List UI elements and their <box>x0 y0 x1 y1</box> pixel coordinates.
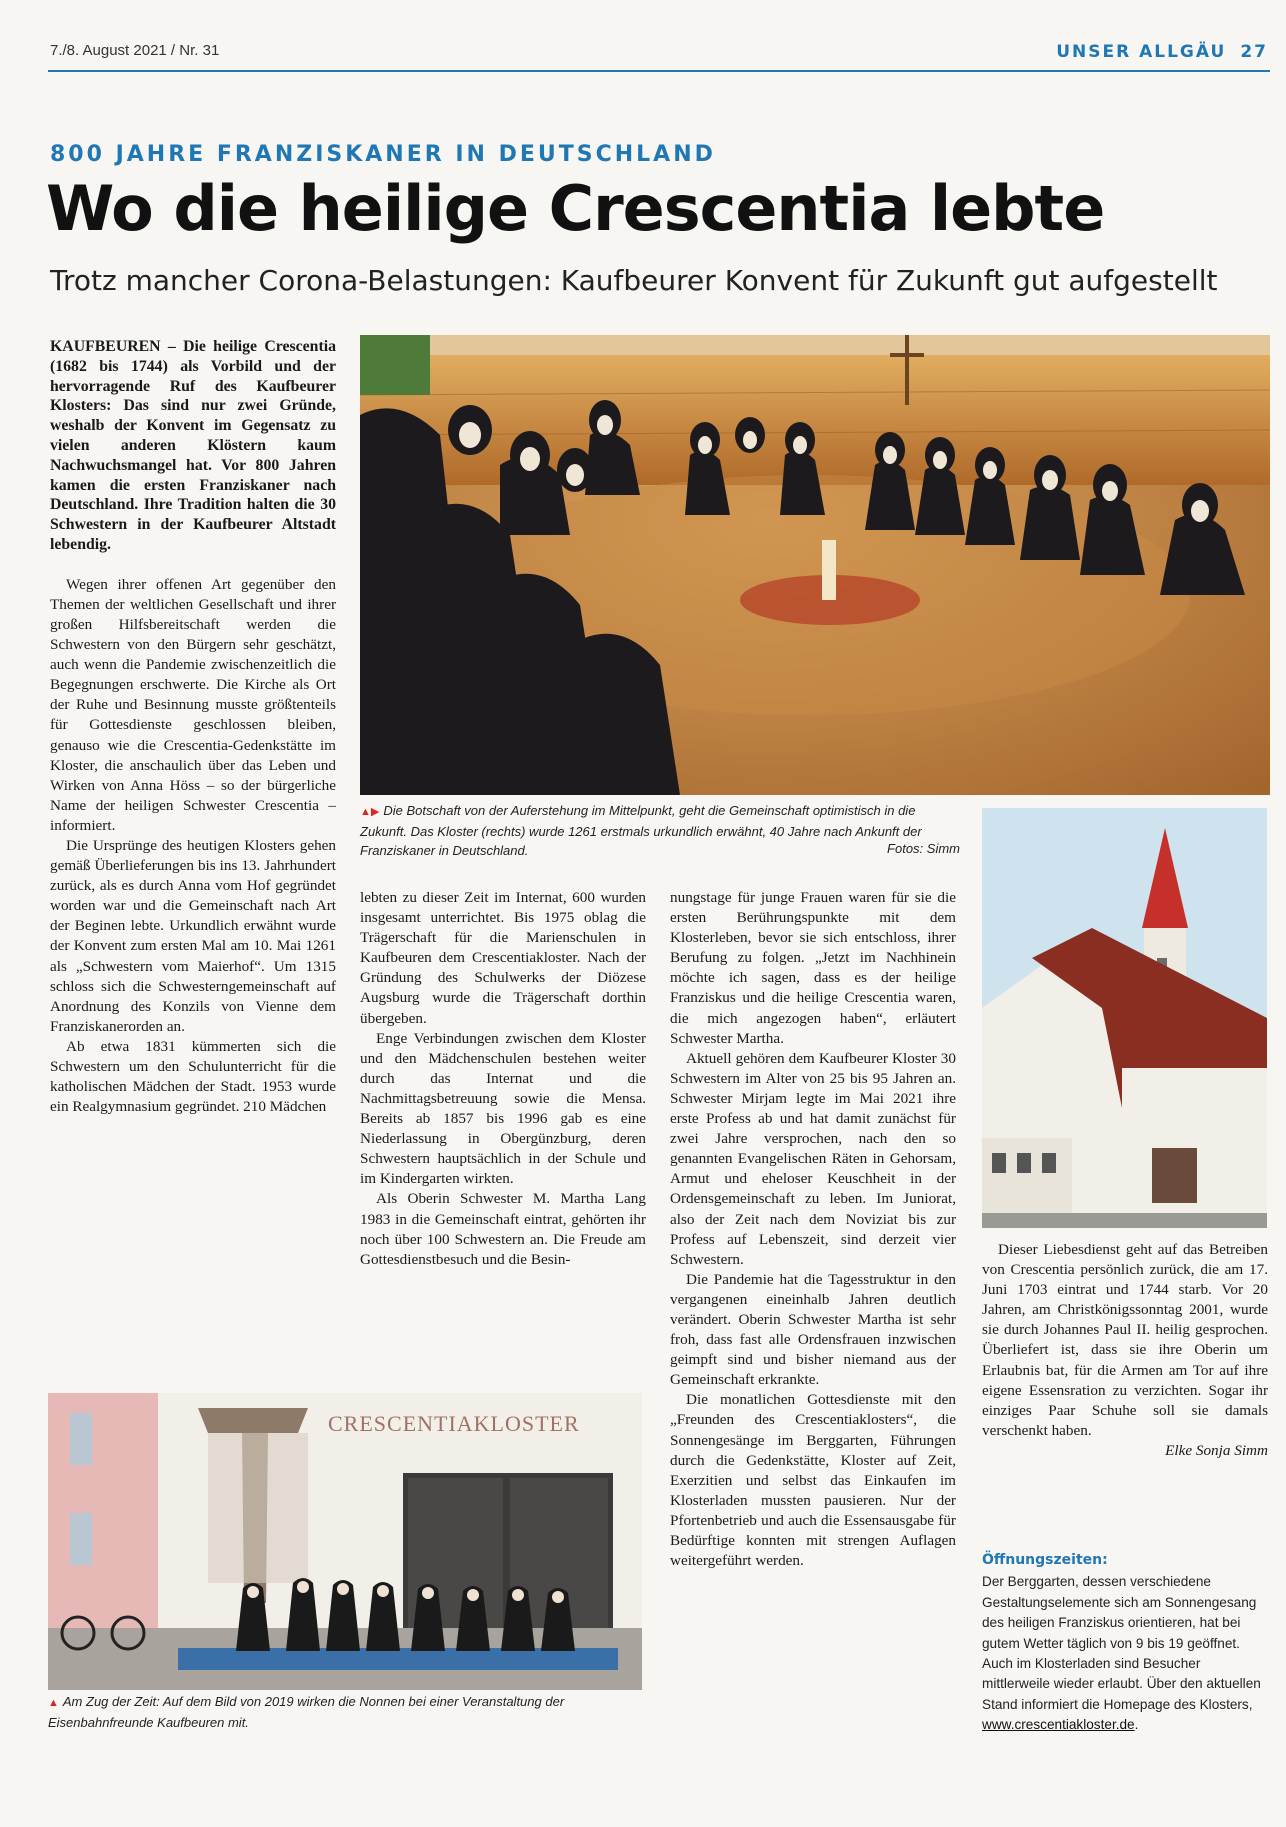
caption-arrows: ▲▶ <box>360 806 380 818</box>
article-kicker: 800 JAHRE FRANZISKANER IN DEUTSCHLAND <box>50 142 716 167</box>
issue-date: 7./8. August 2021 / Nr. 31 <box>50 42 220 59</box>
section-title <box>1056 42 1268 62</box>
train-photo <box>48 1393 642 1690</box>
article-title: Wo die heilige Crescentia lebte <box>46 172 1105 245</box>
kloster-homepage-link[interactable]: www.crescentiakloster.de <box>982 1717 1135 1733</box>
paragraph: Die Pandemie hat die Tagesstruktur in den vergangenen eineinhalb Jahren deutlich verändert. Oberin Schwester Martha ist sehr froh, dass fast alle Ordensfrauen inzwischen geimpft sind und bisher niemand aus der Gemeinschaft erkrankte. <box>670 1270 956 1389</box>
nuns-circle-photo <box>360 335 1270 795</box>
paragraph: Die Ursprünge des heutigen Klosters gehen gemäß Überlieferungen bis ins 13. Jahrhundert zurück, als es durch Anna vom Hof gegründet worden war und die Gemeinschaft nach Art der Beginen lebte. Urkundlich erwähnt wurde der Konvent zum ersten Mal am 10. Mai 1261 als „Schwestern vom Maierhof“. Um 1315 schloss sich die Schwesterngemeinschaft auf Anordnung des Konzils von Vienne dem Franziskanerorden an. <box>50 836 336 1035</box>
paragraph: Wegen ihrer offenen Art gegenüber den Themen der weltlichen Gesellschaft und ihrer großen Hilfsbereitschaft werden die Schwestern von den Bürgern sehr geschätzt, auch wenn die Pandemie zwischenzeitlich die Begegnungen erschwerte. Die Kirche als Ort der Ruhe und Besinnung musste größtenteils für Gottesdienste geschlossen bleiben, genauso wie die Crescentia-Gedenkstätte im Kloster, die anschaulich über das Leben und Wirken von Anna Höss – so der bürgerliche Name der heiligen Schwester Crescentia – informiert. <box>50 575 336 834</box>
page-number: 27 <box>1240 42 1268 62</box>
opening-hours-box <box>982 1550 1268 1736</box>
kloster-sign: CRESCENTIAKLOSTER <box>328 1411 580 1436</box>
train-image <box>48 1393 642 1690</box>
paragraph: Als Oberin Schwester M. Martha Lang 1983 in die Gemeinschaft eintrat, gehörten ihr noch über 100 Schwestern an. Die Freude am Gottesdienstbesuch und die Besin- <box>360 1190 646 1268</box>
column-3 <box>670 888 956 1571</box>
article-subtitle: Trotz mancher Corona-Belastungen: Kaufbeurer Konvent für Zukunft gut aufgestellt <box>50 264 1218 297</box>
main-photo-caption <box>360 801 960 860</box>
paragraph: Ab etwa 1831 kümmerten sich die Schwestern um den Schulunterricht für die katholischen Mädchen der Stadt. 1953 wurde ein Realgymnasium gegründet. 210 Mädchen <box>50 1037 336 1116</box>
nuns-circle-image <box>360 335 1270 795</box>
opening-hours-text: Der Berggarten, dessen verschiedene Gestaltungselemente sich am Sonnengesang des heiligen Franziskus orientieren, hat bei gutem Wetter täglich von 9 bis 19 geöffnet. Auch im Klosterladen sind Besucher mittlerweile wieder erlaubt. Über den aktuellen Stand informiert die Homepage des Klosters, <box>982 1574 1261 1712</box>
kloster-photo <box>982 808 1267 1228</box>
caption-text: Am Zug der Zeit: Auf dem Bild von 2019 wirken die Nonnen bei einer Veranstaltung der Eisenbahnfreunde Kaufbeuren mit. <box>48 1694 565 1730</box>
opening-hours-heading: Öffnungszeiten: <box>982 1552 1108 1568</box>
article-author: Elke Sonja Simm <box>1165 1441 1268 1459</box>
train-photo-caption <box>48 1692 642 1732</box>
section-name: UNSER ALLGÄU <box>1056 42 1227 62</box>
caption-text: Die Botschaft von der Auferstehung im Mittelpunkt, geht die Gemeinschaft optimistisch in die Zukunft. Das Kloster (rechts) wurde 1261 erstmals urkundlich erwähnt, 40 Jahre nach Ankunft der Franziskaner in Deutschland. <box>360 803 922 858</box>
photo-credit: Fotos: Simm <box>887 841 960 856</box>
lead-place: KAUFBEUREN <box>50 338 161 355</box>
paragraph: Die monatlichen Gottesdienste mit den „Freunden des Crescentiaklosters“, die Sonnengesänge im Berggarten, Führungen durch die Gedenkstätte, Kloster auf Zeit, Exerzitien und selbst das Einkaufen im Klosterladen mussten pausieren. Nur der Pfortenbetrieb und auch die Essensausgabe für Bedürftige konnten mit strengen Auflagen weitergeführt werden. <box>670 1391 956 1570</box>
column-1 <box>50 337 336 1117</box>
paragraph: Aktuell gehören dem Kaufbeurer Kloster 30 Schwestern im Alter von 25 bis 95 Jahren an. Schwester Mirjam legte im Mai 2021 ihre erste Profess ab und hat damit zunächst für zwei Jahre versprochen, nach den so genannten Evangelischen Räten in Gehorsam, Armut und eheloser Keuschheit in der Ordensgemeinschaft zu leben. Im Juniorat, also der Zeit nach dem Noviziat bis zur Profess auf Lebenszeit, sind derzeit vier Schwestern. <box>670 1049 956 1268</box>
article-lead <box>50 337 336 555</box>
kloster-image <box>982 808 1267 1228</box>
caption-arrow: ▲ <box>48 1697 59 1709</box>
lead-text: – Die heilige Crescentia (1682 bis 1744) als Vorbild und der hervorragende Ruf des Kaufbeurer Klosters: Das sind nur zwei Gründe, weshalb der Konvent im Gegensatz zu vielen anderen Klöstern kaum Nachwuchsmangel hat. Vor 800 Jahren kamen die ersten Franziskaner nach Deutschland. Ihre Tradition halten die 30 Schwestern in der Kaufbeurer Altstadt lebendig. <box>50 338 336 553</box>
paragraph: lebten zu dieser Zeit im Internat, 600 wurden insgesamt unterrichtet. Bis 1975 oblag die Trägerschaft für die Marienschulen in Kaufbeuren dem Crescentiakloster. Nach der Gründung des Schulwerks der Diözese Augsburg wurde die Trägerschaft dorthin übergeben. <box>360 889 646 1027</box>
paragraph: nungstage für junge Frauen waren für sie die ersten Berührungspunkte mit dem Klosterleben, bevor sie sich entschloss, ihrer Berufung zu folgen. „Jetzt im Nachhinein möchte ich sagen, dass es der heilige Franziskus und die heilige Crescentia waren, die mich angezogen haben“, erläutert Schwester Martha. <box>670 889 956 1047</box>
paragraph: Enge Verbindungen zwischen dem Kloster und den Mädchenschulen bestehen weiter durch das Internat und die Nachmittagsbetreuung sowie die Mensa. Bereits ab 1857 bis 1996 gab es eine Niederlassung in Obergünzburg, deren Schwestern hauptsächlich in der Schule und im Kindergarten wirkten. <box>360 1029 646 1188</box>
header-rule <box>48 70 1270 72</box>
column-2 <box>360 888 646 1270</box>
column-4 <box>982 1240 1268 1461</box>
paragraph: Dieser Liebesdienst geht auf das Betreiben von Crescentia persönlich zurück, die am 17. Juni 1703 eintrat und 1744 starb. Vor 20 Jahren, am Christkönigssonntag 2001, wurde sie durch Johannes Paul II. heilig gesprochen. Überliefert ist, dass sie ihre Oberin um Erlaubnis bat, für die Armen am Tor auf ihre eigene Essensration zu verzichten. Sogar ihr einziges Paar Schuhe soll sie damals verschenkt haben. <box>982 1241 1268 1439</box>
link-end: . <box>1134 1717 1139 1733</box>
